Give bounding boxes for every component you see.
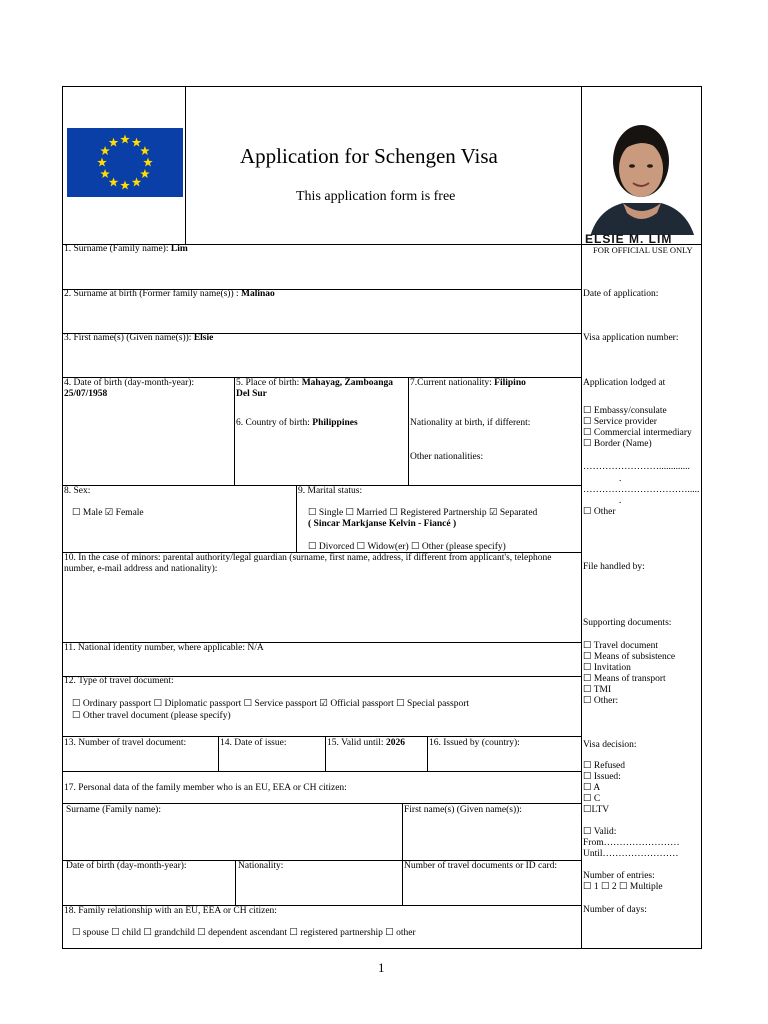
entries-options[interactable]: ☐ 1 ☐ 2 ☐ Multiple xyxy=(583,882,663,892)
divider xyxy=(581,87,582,949)
photo-caption: ELSIE M. LIM xyxy=(585,232,673,246)
lodged-option[interactable]: ☐ Commercial intermediary xyxy=(583,428,692,438)
eu-stars-icon xyxy=(67,128,183,197)
other-travel-doc[interactable]: ☐ Other travel document (please specify) xyxy=(72,711,231,721)
field-18-label: 18. Family relationship with an EU, EEA or CH citizen: xyxy=(64,906,277,916)
col-line xyxy=(296,485,297,552)
field-15-valid-until[interactable]: 15. Valid until: 2026 xyxy=(327,738,405,748)
decision-option[interactable]: ☐ Refused xyxy=(583,761,626,771)
star-icon xyxy=(100,146,110,155)
dots-line: . xyxy=(619,474,622,484)
other-nationalities[interactable]: Other nationalities: xyxy=(410,452,484,462)
official-use-heading: FOR OFFICIAL USE ONLY xyxy=(593,245,693,255)
field-17-first-name[interactable]: First name(s) (Given name(s)): xyxy=(404,805,522,815)
col-line xyxy=(408,377,409,485)
form-title: Application for Schengen Visa xyxy=(240,144,498,168)
col-line xyxy=(235,860,236,905)
col-line xyxy=(218,736,219,771)
field-12-label: 12. Type of travel document: xyxy=(64,676,174,686)
col-line xyxy=(402,803,403,905)
decision-option[interactable]: ☐LTV xyxy=(583,805,610,815)
field-3-first-name[interactable]: 3. First name(s) (Given name(s)): Elsie xyxy=(64,333,214,343)
star-icon xyxy=(140,169,150,178)
field-9-label: 9. Marital status: xyxy=(298,486,363,496)
supporting-option[interactable]: ☐ Invitation xyxy=(583,663,631,673)
field-14-date-issue[interactable]: 14. Date of issue: xyxy=(220,738,287,748)
marital-note: ( Sincar Markjanse Kelvin - Fiancé ) xyxy=(308,519,457,529)
valid-from: From…………………… xyxy=(583,838,680,848)
field-6-country-of-birth[interactable]: 6. Country of birth: Philippines xyxy=(236,418,358,428)
field-17-surname[interactable]: Surname (Family name): xyxy=(66,805,161,815)
lodged-option[interactable]: ☐ Border (Name) xyxy=(583,439,652,449)
field-17-dob[interactable]: Date of birth (day-month-year): xyxy=(66,861,187,871)
form-subtitle: This application form is free xyxy=(296,189,456,204)
date-of-application: Date of application: xyxy=(583,289,659,299)
other-option[interactable]: ☐ Other xyxy=(583,507,616,517)
supporting-option[interactable]: ☐ TMI xyxy=(583,685,612,695)
decision-option[interactable]: ☐ Issued: xyxy=(583,772,621,782)
eu-flag xyxy=(67,128,183,197)
decision-option[interactable]: ☐ C xyxy=(583,794,601,804)
field-16-issued-by[interactable]: 16. Issued by (country): xyxy=(429,738,520,748)
field-17-label: 17. Personal data of the family member who is an EU, EEA or CH citizen: xyxy=(64,783,347,793)
number-of-entries: Number of entries: xyxy=(583,871,655,881)
dots-line: ……………………………..... xyxy=(583,485,700,495)
star-icon xyxy=(140,146,150,155)
col-line xyxy=(234,377,235,485)
field-7-nationality[interactable]: 7.Current nationality: Filipino xyxy=(410,378,526,388)
file-handled-by: File handled by: xyxy=(583,562,645,572)
supporting-option[interactable]: ☐ Travel document xyxy=(583,641,659,651)
star-icon xyxy=(97,158,107,167)
dots-line: . xyxy=(619,496,622,506)
row-line xyxy=(63,771,581,772)
field-2-surname-at-birth[interactable]: 2. Surname at birth (Former family name(s)) : Malinao xyxy=(64,289,275,299)
star-icon xyxy=(120,135,130,144)
decision-option[interactable]: ☐ A xyxy=(583,783,601,793)
supporting-docs: Supporting documents: xyxy=(583,618,672,628)
supporting-option[interactable]: ☐ Other: xyxy=(583,696,619,706)
nationality-at-birth[interactable]: Nationality at birth, if different: xyxy=(410,418,531,428)
sex-checkboxes[interactable]: ☐ Male ☑ Female xyxy=(72,508,144,518)
marital-checkboxes-2[interactable]: ☐ Divorced ☐ Widow(er) ☐ Other (please specify) xyxy=(308,542,506,552)
lodged-at: Application lodged at xyxy=(583,378,666,388)
field-17-doc-number[interactable]: Number of travel documents or ID card: xyxy=(404,861,558,871)
row-line xyxy=(63,736,581,737)
star-icon xyxy=(120,181,130,190)
supporting-option[interactable]: ☐ Means of subsistence xyxy=(583,652,676,662)
star-icon xyxy=(109,138,119,147)
field-8-label: 8. Sex: xyxy=(64,486,91,496)
lodged-option[interactable]: ☐ Service provider xyxy=(583,417,657,427)
valid-until: Until…………………… xyxy=(583,849,679,859)
star-icon xyxy=(143,158,153,167)
visa-decision: Visa decision: xyxy=(583,740,637,750)
col-line xyxy=(427,736,428,771)
star-icon xyxy=(132,177,142,186)
star-icon xyxy=(132,138,142,147)
visa-form xyxy=(62,86,702,949)
field-11-national-id[interactable]: 11. National identity number, where applicable: N/A xyxy=(64,643,264,653)
page-number: 1 xyxy=(378,960,385,975)
lodged-option[interactable]: ☐ Embassy/consulate xyxy=(583,406,667,416)
field-10-guardian[interactable]: 10. In the case of minors: parental authority/legal guardian (surname, first name, address, if different from applicant's, telephone number, e-mail address and nationality): xyxy=(64,553,552,574)
applicant-photo xyxy=(583,103,698,247)
divider xyxy=(185,87,186,244)
valid-option[interactable]: ☐ Valid: xyxy=(583,827,617,837)
star-icon xyxy=(109,177,119,186)
travel-doc-checkboxes[interactable]: ☐ Ordinary passport ☐ Diplomatic passport ☐ Service passport ☑ Official passport ☐ Special passport xyxy=(72,699,470,709)
field-17-nationality[interactable]: Nationality: xyxy=(238,861,284,871)
field-5-place-of-birth[interactable]: 5. Place of birth: Mahayag, Zamboanga Del Sur xyxy=(236,378,394,399)
supporting-option[interactable]: ☐ Means of transport xyxy=(583,674,666,684)
visa-app-number: Visa application number: xyxy=(583,333,679,343)
star-icon xyxy=(100,169,110,178)
col-line xyxy=(325,736,326,771)
field-1-surname[interactable]: 1. Surname (Family name): Lim xyxy=(64,244,188,254)
field-4-label: 4. Date of birth (day-month-year): xyxy=(64,378,195,388)
field-13-doc-number[interactable]: 13. Number of travel document: xyxy=(64,738,187,748)
dots-line: ……………………............. xyxy=(583,462,690,472)
field-4-date-of-birth[interactable]: 25/07/1958 xyxy=(64,389,108,399)
row-line xyxy=(63,803,581,804)
relationship-checkboxes[interactable]: ☐ spouse ☐ child ☐ grandchild ☐ dependent ascendant ☐ registered partnership ☐ other xyxy=(72,928,416,938)
number-of-days: Number of days: xyxy=(583,905,647,915)
marital-checkboxes-1[interactable]: ☐ Single ☐ Married ☐ Registered Partnership ☑ Separated xyxy=(308,508,538,518)
